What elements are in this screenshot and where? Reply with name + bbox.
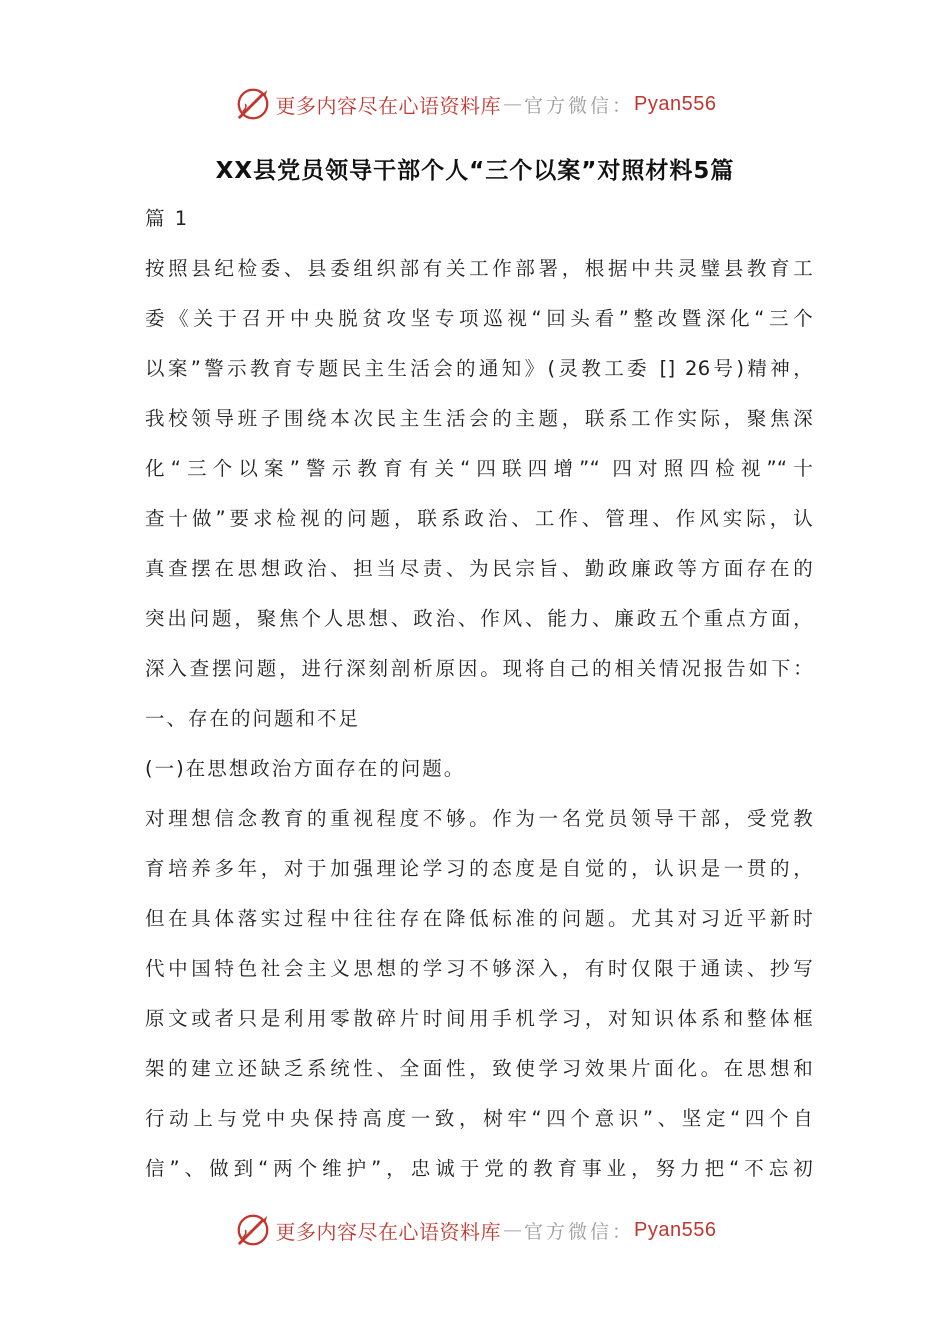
paragraph-line: 真查摆在思想政治、担当尽责、为民宗旨、勤政廉政等方面存在的: [145, 557, 813, 580]
paragraph-line: 化“三个以案”警示教育有关“四联四增”“ 四对照四检视”“十: [145, 457, 813, 480]
subsection-heading: (一)在思想政治方面存在的问题。: [145, 757, 466, 780]
watermark-site-text: 更多内容尽在心语资料库: [275, 1219, 501, 1244]
watermark-separator: —: [503, 93, 522, 115]
paragraph-line: 深入查摆问题，进行深刻剖析原因。现将自己的相关情况报告如下：: [145, 657, 813, 680]
section-heading: 一、存在的问题和不足: [145, 707, 361, 730]
paragraph-line: 对理想信念教育的重视程度不够。作为一名党员领导干部，受党教: [145, 807, 813, 830]
watermark-wechat-id: Pyan556: [634, 1218, 717, 1241]
watermark-banner-bottom: [0, 1208, 950, 1252]
paragraph-line: 委《关于召开中央脱贫攻坚专项巡视“回头看”整改暨深化“三个: [145, 307, 813, 330]
paragraph-line: 架的建立还缺乏系统性、全面性，致使学习效果片面化。在思想和: [145, 1057, 813, 1080]
watermark-site-text: 更多内容尽在心语资料库: [275, 93, 501, 118]
pen-logo-icon: [234, 85, 272, 123]
paragraph-line: 以案”警示教育专题民主生活会的通知》(灵教工委 [] 26号)精神，: [145, 357, 813, 380]
watermark-wechat-id: Pyan556: [634, 92, 717, 115]
document-body: [145, 196, 813, 1196]
watermark-wechat-label: 官方微信：: [524, 1220, 635, 1243]
watermark-wechat-label: 官方微信：: [524, 94, 635, 117]
document-title: XX县党员领导干部个人“三个以案”对照材料5篇: [215, 158, 735, 184]
watermark-separator: —: [503, 1219, 522, 1241]
paragraph-line: 行动上与党中央保持高度一致，树牢“四个意识”、坚定“四个自: [145, 1107, 813, 1130]
paragraph-line: 原文或者只是利用零散碎片时间用手机学习，对知识体系和整体框: [145, 1007, 813, 1030]
paragraph-line: 代中国特色社会主义思想的学习不够深入，有时仅限于通读、抄写: [145, 957, 813, 980]
pen-logo-icon: [234, 1211, 272, 1249]
paragraph-line: 育培养多年，对于加强理论学习的态度是自觉的，认识是一贯的，: [145, 857, 813, 880]
paragraph-line: 信”、做到“两个维护”，忠诚于党的教育事业，努力把“不忘初: [145, 1157, 813, 1180]
watermark-banner-top: [0, 82, 950, 126]
paragraph-line: 按照县纪检委、县委组织部有关工作部署，根据中共灵璧县教育工: [145, 257, 813, 280]
section-label: 篇 1: [145, 207, 190, 230]
paragraph-line: 我校领导班子围绕本次民主生活会的主题，联系工作实际，聚焦深: [145, 407, 813, 430]
paragraph-line: 突出问题，聚焦个人思想、政治、作风、能力、廉政五个重点方面，: [145, 607, 813, 630]
paragraph-line: 但在具体落实过程中往往存在降低标准的问题。尤其对习近平新时: [145, 907, 813, 930]
paragraph-line: 查十做”要求检视的问题，联系政治、工作、管理、作风实际，认: [145, 507, 813, 530]
